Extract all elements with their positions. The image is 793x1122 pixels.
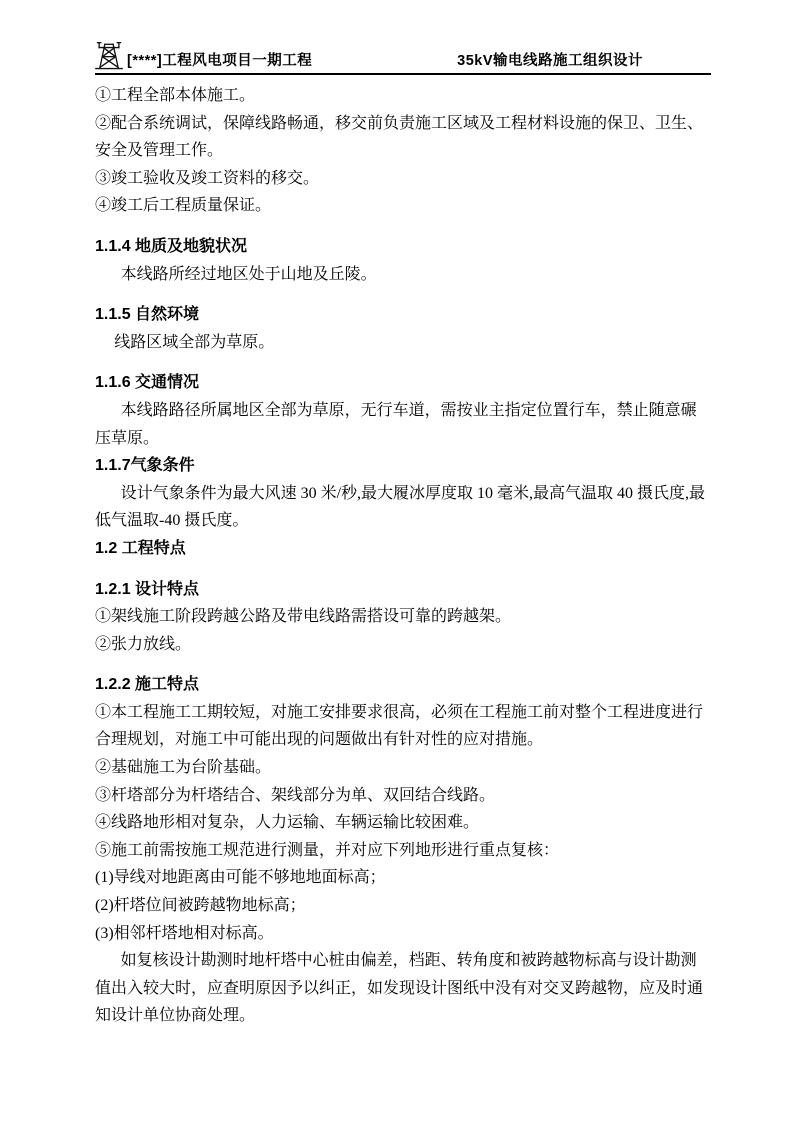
section-heading: 1.1.5 自然环境 [95, 306, 200, 324]
paragraph: ②基础施工为台阶基础。 [95, 759, 272, 777]
paragraph: 如复核设计勘测时地杆塔中心桩由偏差，档距、转角度和被跨越物标高与设计勘测值出入较大时，应查明原因予以纠正，如发现设计图纸中没有对交叉跨越物，应及时通知设计单位协商处理。 [95, 952, 704, 1025]
paragraph: 本线路路径所属地区全部为草原，无行车道，需按业主指定位置行车，禁止随意碾压草原。 [95, 401, 697, 447]
paragraph: ①架线施工阶段跨越公路及带电线路需搭设可靠的跨越架。 [95, 608, 512, 626]
header-project-title: [****]工程风电项目一期工程 [127, 53, 313, 69]
paragraph: ③杆塔部分为杆塔结合、架线部分为单、双回结合线路。 [95, 786, 496, 804]
paragraph: ①本工程施工工期较短，对施工安排要求很高，必须在工程施工前对整个工程进度进行合理规划，对施工中可能出现的问题做出有针对性的应对措施。 [95, 703, 704, 749]
section-heading: 1.1.7气象条件 [95, 457, 195, 475]
section-heading: 1.2 工程特点 [95, 539, 186, 557]
paragraph: ②张力放线。 [95, 635, 192, 653]
paragraph: ④竣工后工程质量保证。 [95, 197, 272, 215]
section-heading: 1.2.1 设计特点 [95, 580, 200, 598]
section-heading: 1.1.6 交通情况 [95, 374, 200, 392]
paragraph: 设计气象条件为最大风速 30 米/秒,最大履冰厚度取 10 毫米,最高气温取 40 摄氏度,最低气温取-40 摄氏度。 [95, 484, 706, 530]
paragraph: ②配合系统调试，保障线路畅通，移交前负责施工区域及工程材料设施的保卫、卫生、安全及管理工作。 [95, 114, 704, 160]
paragraph: ⑤施工前需按施工规范进行测量，并对应下列地形进行重点复核： [95, 841, 560, 859]
paragraph: ④线路地形相对复杂，人力运输、车辆运输比较困难。 [95, 814, 480, 832]
document-body [95, 82, 711, 1030]
paragraph: (3)相邻杆塔地相对标高。 [95, 924, 274, 942]
transmission-tower-icon [95, 40, 123, 70]
header-doc-title: 35kV输电线路施工组织设计 [457, 53, 643, 69]
paragraph: 本线路所经过地区处于山地及丘陵。 [120, 265, 377, 283]
section-heading: 1.2.2 施工特点 [95, 676, 200, 694]
paragraph: ①工程全部本体施工。 [95, 87, 256, 104]
paragraph: (2)杆塔位间被跨越物地标高； [95, 897, 306, 915]
page-header [95, 44, 711, 75]
section-heading: 1.1.4 地质及地貌状况 [95, 237, 248, 255]
paragraph: (1)导线对地距离由可能不够地地面标高； [95, 869, 386, 887]
paragraph: ③竣工验收及竣工资料的移交。 [95, 169, 320, 187]
paragraph: 线路区域全部为草原。 [114, 333, 275, 351]
